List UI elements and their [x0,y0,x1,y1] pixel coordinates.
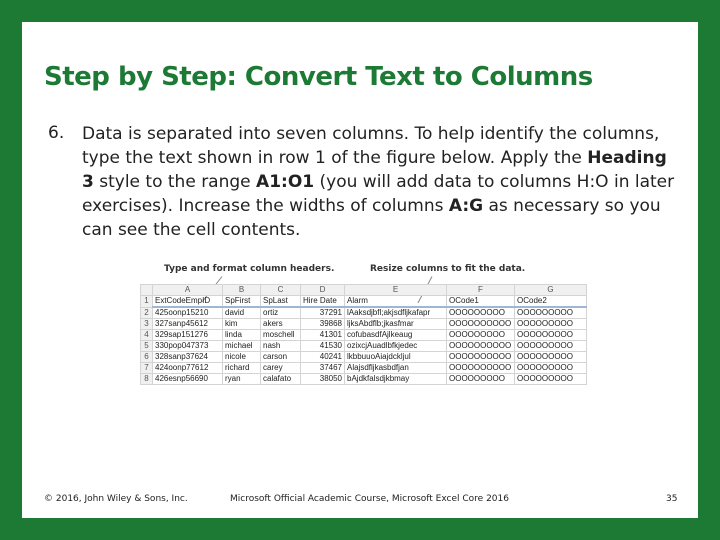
table-cell: lAaksdjbfl;akjsdfljkafapr [345,307,447,319]
table-row [141,374,587,385]
table-cell: 328sanp37624 [153,352,223,363]
table-cell: akers [261,319,301,330]
table-cell: ryan [223,374,261,385]
table-cell: richard [223,363,261,374]
column-letter: B [223,285,261,296]
callout-resize-columns: Resize columns to fit the data. [370,264,526,274]
table-cell: ljksAbdflb;jkasfmar [345,319,447,330]
table-cell: linda [223,330,261,341]
item-text-part: Data is separated into seven columns. To help identify the columns, type the text shown in row 1 of the figure below. Apply the [82,124,660,168]
table-cell: OOOOOOOOO [447,374,515,385]
table-cell: OOOOOOOOOO [447,363,515,374]
table-cell: 39868 [301,319,345,330]
table-cell: OOOOOOOOO [515,319,587,330]
table-cell: OOOOOOOOO [515,330,587,341]
item-text-bold: A:G [448,196,484,216]
spreadsheet-figure [140,284,586,404]
table-row [141,341,587,352]
table-cell: SpLast [261,296,301,308]
column-letter: E [345,285,447,296]
item-text-bold: A1:O1 [256,172,315,192]
table-cell: 327sanp45612 [153,319,223,330]
footer-course: Microsoft Official Academic Course, Microsoft Excel Core 2016 [230,494,509,504]
table-cell: ortiz [261,307,301,319]
corner-cell [141,285,153,296]
table-cell: 41301 [301,330,345,341]
table-cell: Hire Date [301,296,345,308]
item-text [82,122,682,242]
row-number: 2 [141,307,153,319]
table-cell: Alajsdfljkasbdfjan [345,363,447,374]
table-cell: 38050 [301,374,345,385]
row-number: 8 [141,374,153,385]
table-cell: OOOOOOOOOO [447,319,515,330]
table-cell: cofubasdfAjlkeaug [345,330,447,341]
table-cell: nicole [223,352,261,363]
row-number: 6 [141,352,153,363]
spreadsheet-table [140,284,587,385]
table-cell: SpFirst [223,296,261,308]
table-cell: OOOOOOOOO [515,352,587,363]
table-cell: OOOOOOOOO [515,374,587,385]
table-cell: 41530 [301,341,345,352]
table-cell: Alarm [345,296,447,308]
table-cell: carey [261,363,301,374]
column-header-row [141,285,587,296]
table-cell: OOOOOOOOO [515,341,587,352]
item-text-bold: Heading 3 [82,148,667,192]
table-row [141,330,587,341]
table-row [141,352,587,363]
table-cell: david [223,307,261,319]
table-cell: OOOOOOOOO [515,307,587,319]
table-cell: carson [261,352,301,363]
table-row [141,363,587,374]
table-cell: 329sap151276 [153,330,223,341]
table-cell: OOOOOOOOO [447,330,515,341]
column-letter: A [153,285,223,296]
table-cell: 37467 [301,363,345,374]
item-number: 6. [48,123,65,143]
header-row [141,296,587,308]
table-cell: michael [223,341,261,352]
table-cell: 330pop047373 [153,341,223,352]
table-cell: nash [261,341,301,352]
table-cell: OOOOOOOOO [447,307,515,319]
row-number: 7 [141,363,153,374]
table-row [141,319,587,330]
column-letter: D [301,285,345,296]
table-row [141,307,587,319]
table-cell: 424oonp77612 [153,363,223,374]
row-number: 4 [141,330,153,341]
table-cell: OOOOOOOOO [515,363,587,374]
row-number: 5 [141,341,153,352]
table-cell: 425oonp15210 [153,307,223,319]
table-cell: OOOOOOOOOO [447,341,515,352]
table-cell: ExtCodeEmpID [153,296,223,308]
table-cell: OCode1 [447,296,515,308]
item-text-part: (you will add data to columns H:O in later exercises). Increase the widths of columns [82,172,675,216]
table-cell: 37291 [301,307,345,319]
table-cell: 426esnp56690 [153,374,223,385]
footer-page-number: 35 [666,494,678,504]
item-text-part: as necessary so you can see the cell contents. [82,196,661,240]
table-cell: ozixcjAuadlbfkjedec [345,341,447,352]
column-letter: F [447,285,515,296]
column-letter: G [515,285,587,296]
footer-copyright: © 2016, John Wiley & Sons, Inc. [44,494,188,504]
column-letter: C [261,285,301,296]
table-cell: kim [223,319,261,330]
table-cell: lkbbuuoAiajdckljul [345,352,447,363]
table-cell: OOOOOOOOOO [447,352,515,363]
table-cell: calafato [261,374,301,385]
slide-title: Step by Step: Convert Text to Columns [44,62,593,92]
row-number: 1 [141,296,153,308]
item-text-part: style to the range [93,172,257,192]
table-cell: 40241 [301,352,345,363]
table-cell: OCode2 [515,296,587,308]
row-number: 3 [141,319,153,330]
table-cell: moschell [261,330,301,341]
table-cell: bAjdkfalsdjkbmay [345,374,447,385]
callout-column-headers: Type and format column headers. [164,264,335,274]
